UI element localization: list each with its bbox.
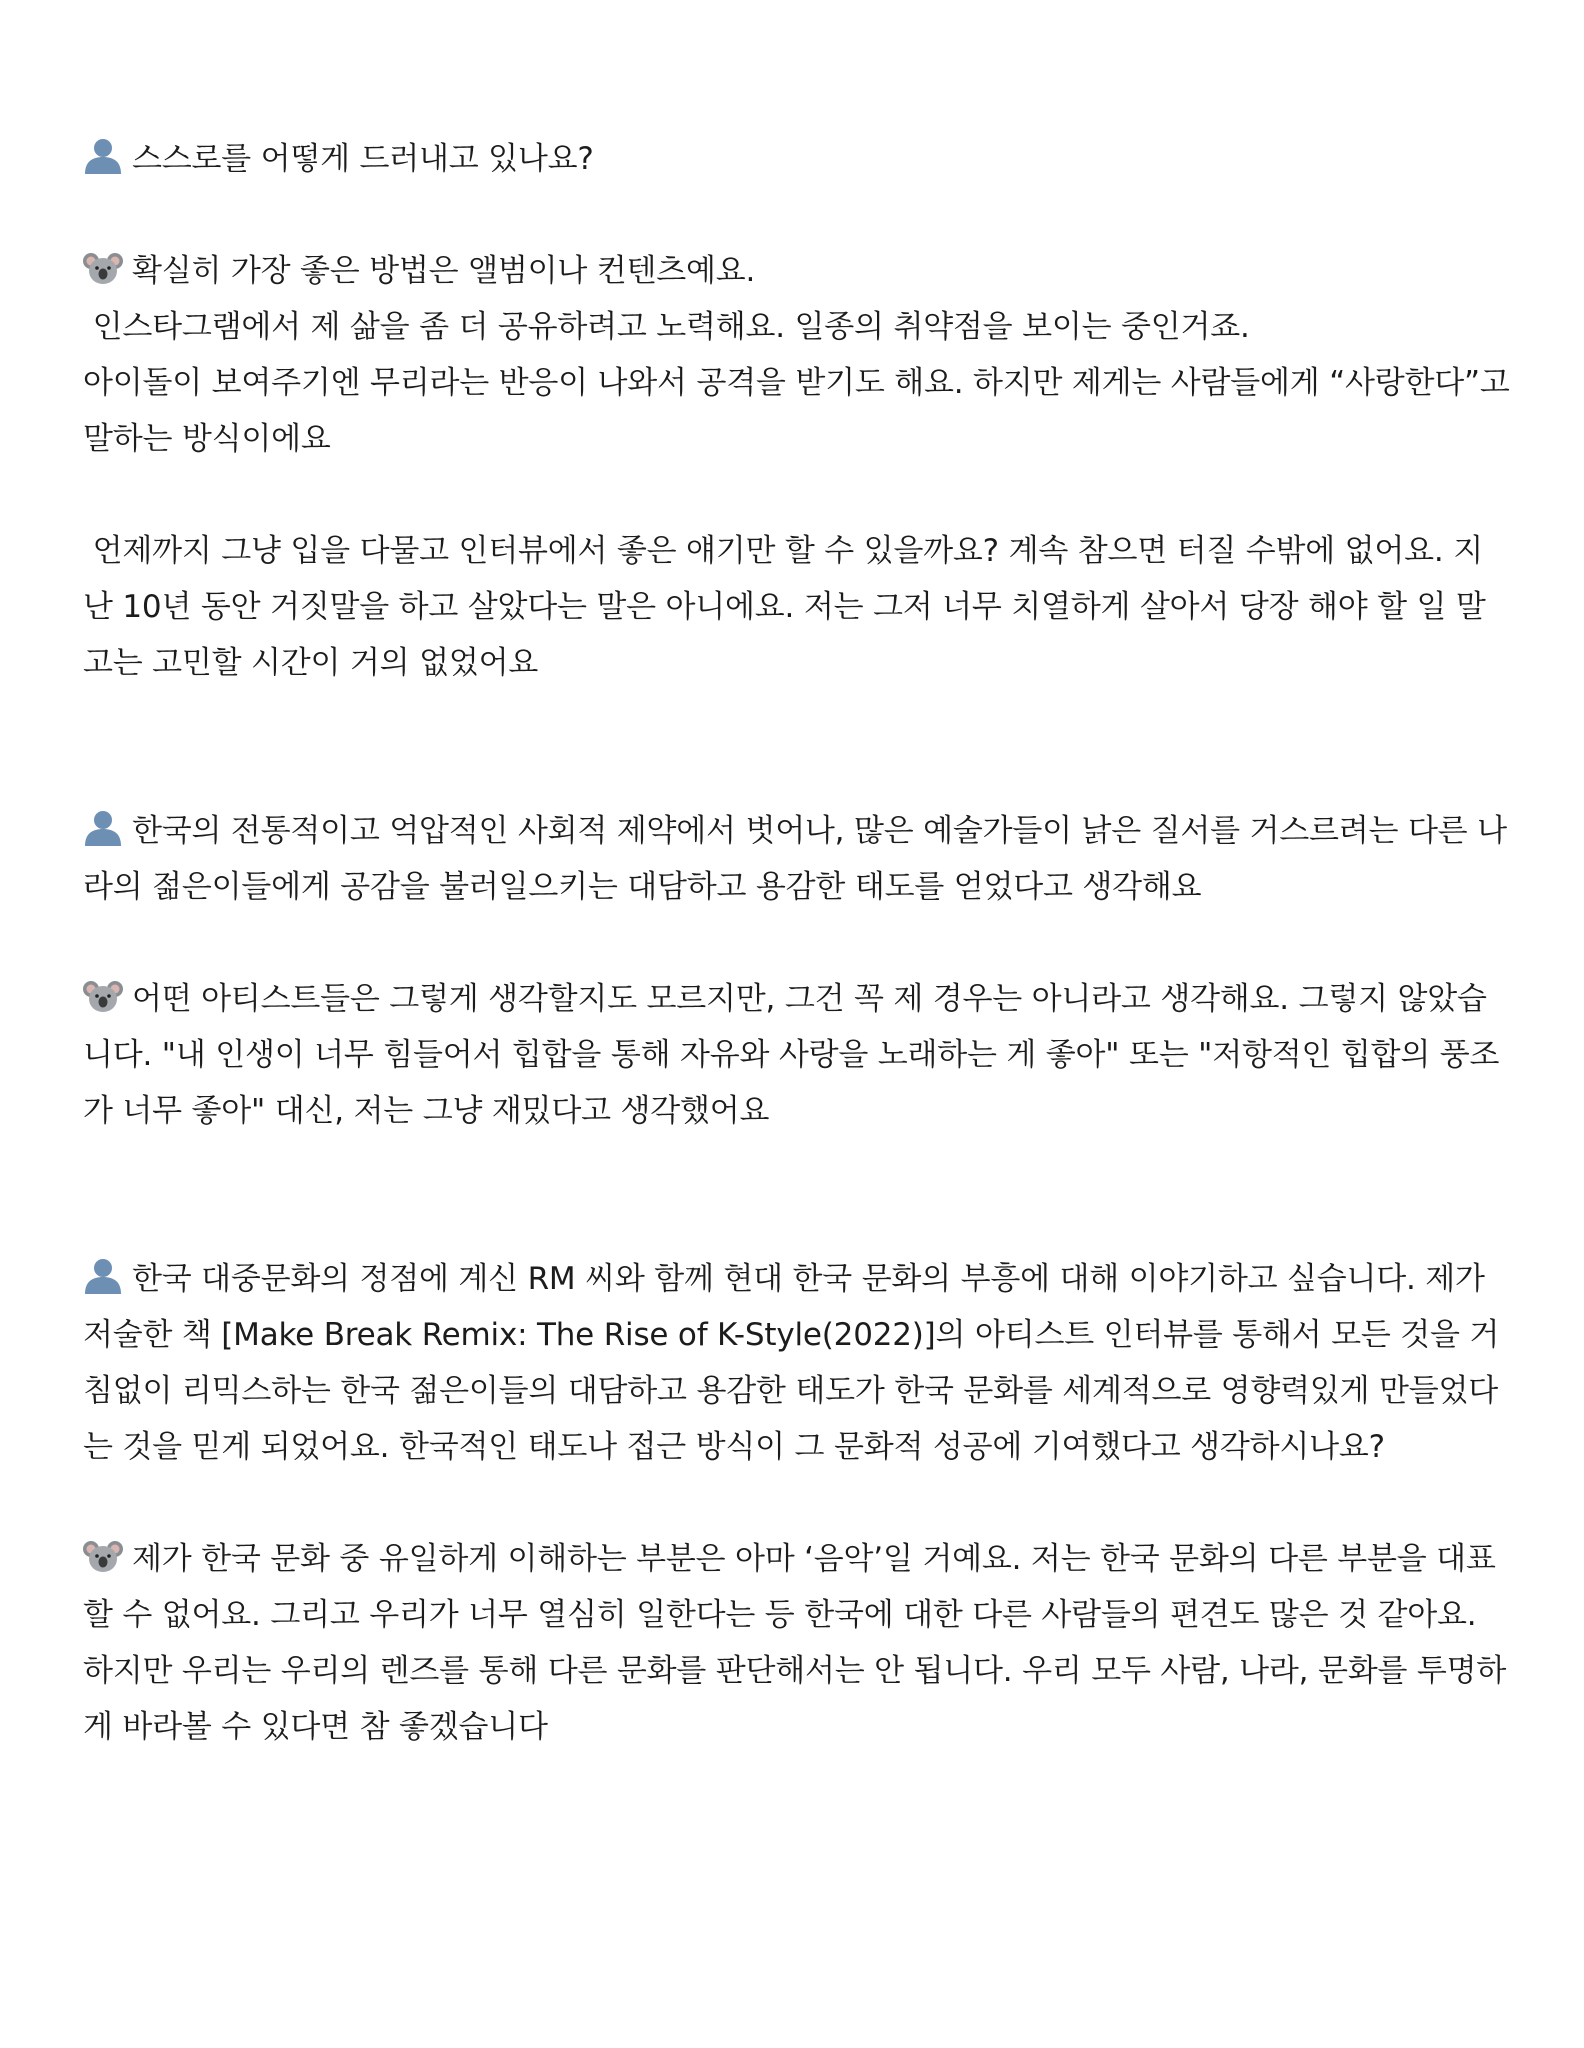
answer-line: 가 너무 좋아" 대신, 저는 그냥 재밌다고 생각했어요 [83, 1093, 770, 1129]
answer-line: 확실히 가장 좋은 방법은 앨범이나 컨텐츠예요. [83, 243, 1513, 299]
answer-line: 어떤 아티스트들은 그렇게 생각할지도 모르지만, 그건 꼭 제 경우는 아니라고 생각해요. 그렇지 않았습 [83, 971, 1513, 1027]
person-icon [83, 808, 123, 848]
person-icon [83, 136, 123, 176]
question-line: 는 것을 믿게 되었어요. 한국적인 태도나 접근 방식이 그 문화적 성공에 기여했다고 생각하시나요? [83, 1429, 1385, 1465]
answer-line: 아이돌이 보여주기엔 무리라는 반응이 나와서 공격을 받기도 해요. 하지만 제게는 사람들에게 “사랑한다”고 [83, 365, 1510, 401]
answer-line: 난 10년 동안 거짓말을 하고 살았다는 말은 아니에요. 저는 그저 너무 치열하게 살아서 당장 해야 할 일 말 [83, 589, 1486, 625]
koala-icon [83, 976, 123, 1016]
person-icon [83, 1256, 123, 1296]
interview-document [83, 131, 1513, 1755]
question-line: 한국 대중문화의 정점에 계신 RM 씨와 함께 현대 한국 문화의 부흥에 대해 이야기하고 싶습니다. 제가 [83, 1251, 1513, 1307]
answer-line: 제가 한국 문화 중 유일하게 이해하는 부분은 아마 ‘음악’일 거예요. 저는 한국 문화의 다른 부분을 대표 [83, 1531, 1513, 1587]
answer-line: 게 바라볼 수 있다면 참 좋겠습니다 [83, 1709, 548, 1745]
answer-line: 말하는 방식이에요 [83, 421, 331, 457]
question-line: 침없이 리믹스하는 한국 젊은이들의 대담하고 용감한 태도가 한국 문화를 세계적으로 영향력있게 만들었다 [83, 1373, 1499, 1409]
answer-line: 니다. "내 인생이 너무 힘들어서 힙합을 통해 자유와 사랑을 노래하는 게 좋아" 또는 "저항적인 힙합의 풍조 [83, 1037, 1500, 1073]
answer-line: 하지만 우리는 우리의 렌즈를 통해 다른 문화를 판단해서는 안 됩니다. 우리 모두 사람, 나라, 문화를 투명하 [83, 1653, 1507, 1689]
answer-line: 고는 고민할 시간이 거의 없었어요 [83, 645, 539, 681]
question-line: 라의 젊은이들에게 공감을 불러일으키는 대담하고 용감한 태도를 얻었다고 생각해요 [83, 869, 1202, 905]
answer-line: 할 수 없어요. 그리고 우리가 너무 열심히 일한다는 등 한국에 대한 다른 사람들의 편견도 많은 것 같아요. [83, 1597, 1477, 1633]
koala-icon [83, 1536, 123, 1576]
answer-line: 인스타그램에서 제 삶을 좀 더 공유하려고 노력해요. 일종의 취약점을 보이는 중인거죠. [83, 309, 1250, 345]
answer-line: 언제까지 그냥 입을 다물고 인터뷰에서 좋은 얘기만 할 수 있을까요? 계속 참으면 터질 수밖에 없어요. 지 [83, 533, 1483, 569]
koala-icon [83, 248, 123, 288]
question-line: 스스로를 어떻게 드러내고 있나요? [83, 131, 1513, 187]
question-line: 한국의 전통적이고 억압적인 사회적 제약에서 벗어나, 많은 예술가들이 낡은 질서를 거스르려는 다른 나 [83, 803, 1513, 859]
question-line: 저술한 책 [Make Break Remix: The Rise of K-Style(2022)]의 아티스트 인터뷰를 통해서 모든 것을 거 [83, 1317, 1500, 1353]
